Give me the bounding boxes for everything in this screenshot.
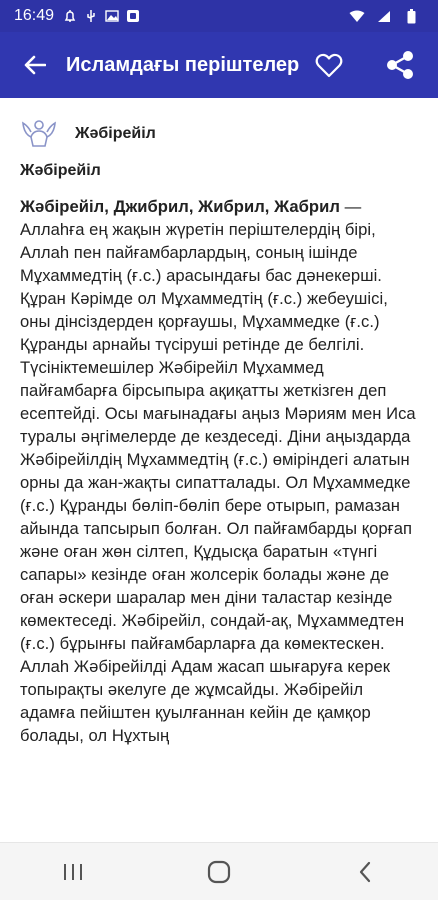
article-lead: Жәбірейіл, Джибрил, Жибрил, Жабрил: [20, 197, 340, 216]
battery-icon: [403, 8, 419, 24]
back-chevron-icon[interactable]: [335, 850, 395, 894]
home-icon[interactable]: [189, 850, 249, 894]
recents-icon[interactable]: [43, 850, 103, 894]
app-icon: [125, 8, 141, 24]
status-bar: [0, 0, 438, 32]
article-subtitle: Жәбірейіл: [20, 162, 101, 179]
app-bar: [0, 32, 438, 98]
arrow-left-icon[interactable]: [12, 42, 58, 88]
image-icon: [104, 8, 120, 24]
status-time: 16:49: [14, 7, 55, 24]
system-nav-bar: [0, 842, 438, 900]
usb-icon: [83, 8, 99, 24]
share-icon[interactable]: [380, 45, 420, 85]
article-body: [20, 195, 420, 747]
wifi-icon: [349, 8, 365, 24]
article-header: [20, 98, 420, 170]
content-area[interactable]: [0, 98, 438, 842]
article-text: — Аллаһға ең жақын жүретін періштелердің бірі, Аллаһ пен пайғамбарлардың, соның ішінде Мұхаммедтің (ғ.с.) арасындағы бас дәнекерші. Құран Кәрімде ол Мұхаммедтің (ғ.с.) жебеушісі, оны дінсіздерден қорғаушы, Мұхаммедке (ғ.с.) Құранды арнайы түсіруші ретінде де белгілі. Түсініктемешілер Жәбірейіл Мұхаммед пайғамбарға бірсыпыра ақиқатты жеткізген деп есептейді. Осы мағынадағы аңыз Мәриям мен Иса туралы әңгімелерде де кездеседі. Діни аңыздарда Жәбірейілдің Мұхаммедтің (ғ.с.) өміріндегі алатын орны да жан-жақты сипатталады. Ол Мұхаммедке (ғ.с.) Құранды бөліп-бөліп бере отырып, рамазан айында тапсырып болған. Ол пайғамбарды қорғап және оған жөн сілтеп, Құдысқа баратын «түнгі сапары» кезінде оған жолсерік болады және де оған әскери шаралар мен діни таластар кезінде көмектеседі. Жәбірейіл, сондай-ақ, Мұхаммедтен (ғ.с.) бұрынғы пайғамбарларға да көмектескен. Аллаһ Жәбірейілді Адам жасап шығаруға керек топырақты әкелуге де жұмсайды. Жәбірейіл адамға пейіштен қуылғаннан кейін де қамқор болады, ол Нұхтың: [20, 197, 416, 745]
page-title: Исламдағы періштелер: [66, 53, 300, 76]
notification-icon: [62, 8, 78, 24]
header-name: Жәбірейіл: [75, 125, 156, 142]
angel-icon: [20, 115, 58, 153]
heart-outline-icon[interactable]: [309, 45, 349, 85]
signal-icon: [376, 8, 392, 24]
